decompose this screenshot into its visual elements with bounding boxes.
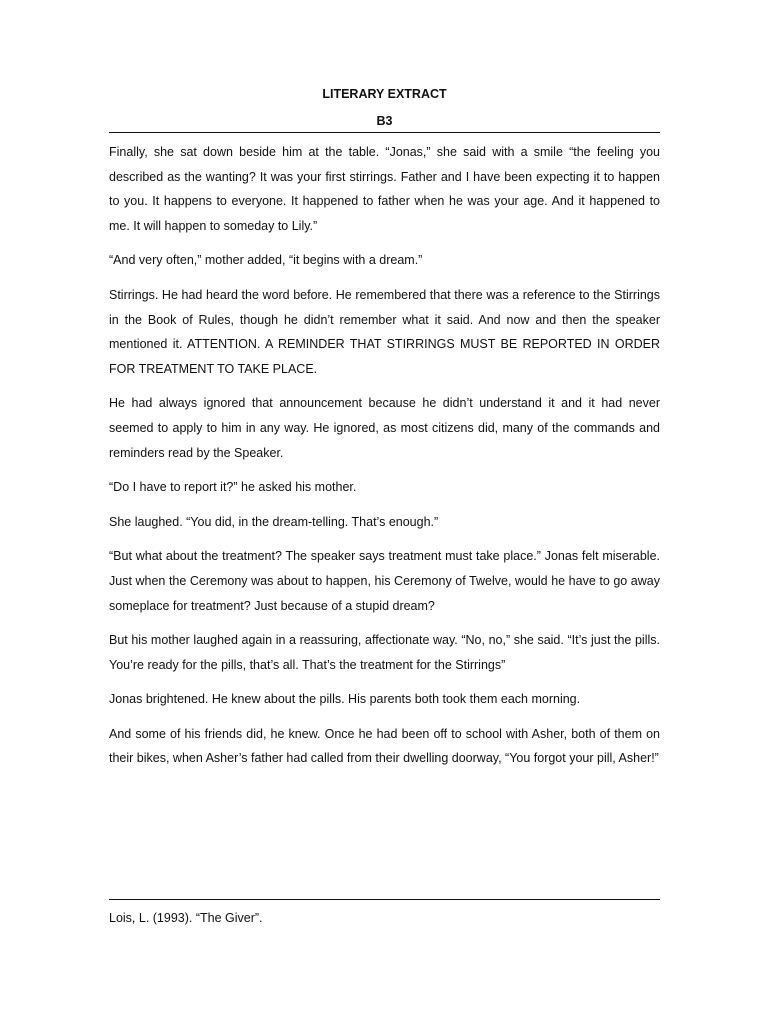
extract-body	[109, 140, 660, 771]
paragraph-10: And some of his friends did, he knew. Once he had been off to school with Asher, both of them on their bikes, when Asher’s father had called from their dwelling doorway, “You forgot your pill, Asher!”	[109, 726, 660, 766]
paragraph-4: He had always ignored that announcement because he didn’t understand it and it had never seemed to apply to him in any way. He ignored, as most citizens did, many of the commands and reminders read by the Speaker.	[109, 396, 660, 460]
paragraph-8: But his mother laughed again in a reassuring, affectionate way. “No, no,” she said. “It’s just the pills. You’re ready for the pills, that’s all. That’s the treatment for the Stirrings”	[109, 633, 660, 672]
paragraph-6: She laughed. “You did, in the dream-telling. That’s enough.”	[109, 514, 439, 529]
footnote-divider	[109, 899, 660, 900]
citation: Lois, L. (1993). “The Giver”.	[109, 911, 263, 925]
paragraph-2: “And very often,” mother added, “it begins with a dream.”	[109, 253, 423, 268]
document-page	[109, 0, 660, 1024]
paragraph-5: “Do I have to report it?” he asked his mother.	[109, 480, 357, 495]
paragraph-3: Stirrings. He had heard the word before. He remembered that there was a reference to the Stirrings in the Book of Rules, though he didn’t remember what it said. And now and then the speaker mentioned it. ATTENTION. A REMINDER THAT STIRRINGS MUST BE REPORTED IN ORDER FOR TREATMENT TO TAKE PLACE.	[109, 287, 660, 376]
paragraph-9: Jonas brightened. He knew about the pills. His parents both took them each morning.	[109, 692, 581, 707]
document-title: LITERARY EXTRACT	[322, 87, 447, 101]
paragraph-1: Finally, she sat down beside him at the table. “Jonas,” she said with a smile “the feeling you described as the wanting? It was your first stirrings. Father and I have been expecting it to happen to you. It happens to everyone. It happened to father when he was your age. And it happened to me. It will happen to someday to Lily.”	[109, 145, 660, 233]
top-divider	[109, 132, 660, 133]
paragraph-7: “But what about the treatment? The speaker says treatment must take place.” Jonas felt miserable. Just when the Ceremony was about to happen, his Ceremony of Twelve, would he have to go away someplace for treatment? Just because of a stupid dream?	[109, 549, 660, 613]
section-label: B3	[376, 114, 393, 128]
